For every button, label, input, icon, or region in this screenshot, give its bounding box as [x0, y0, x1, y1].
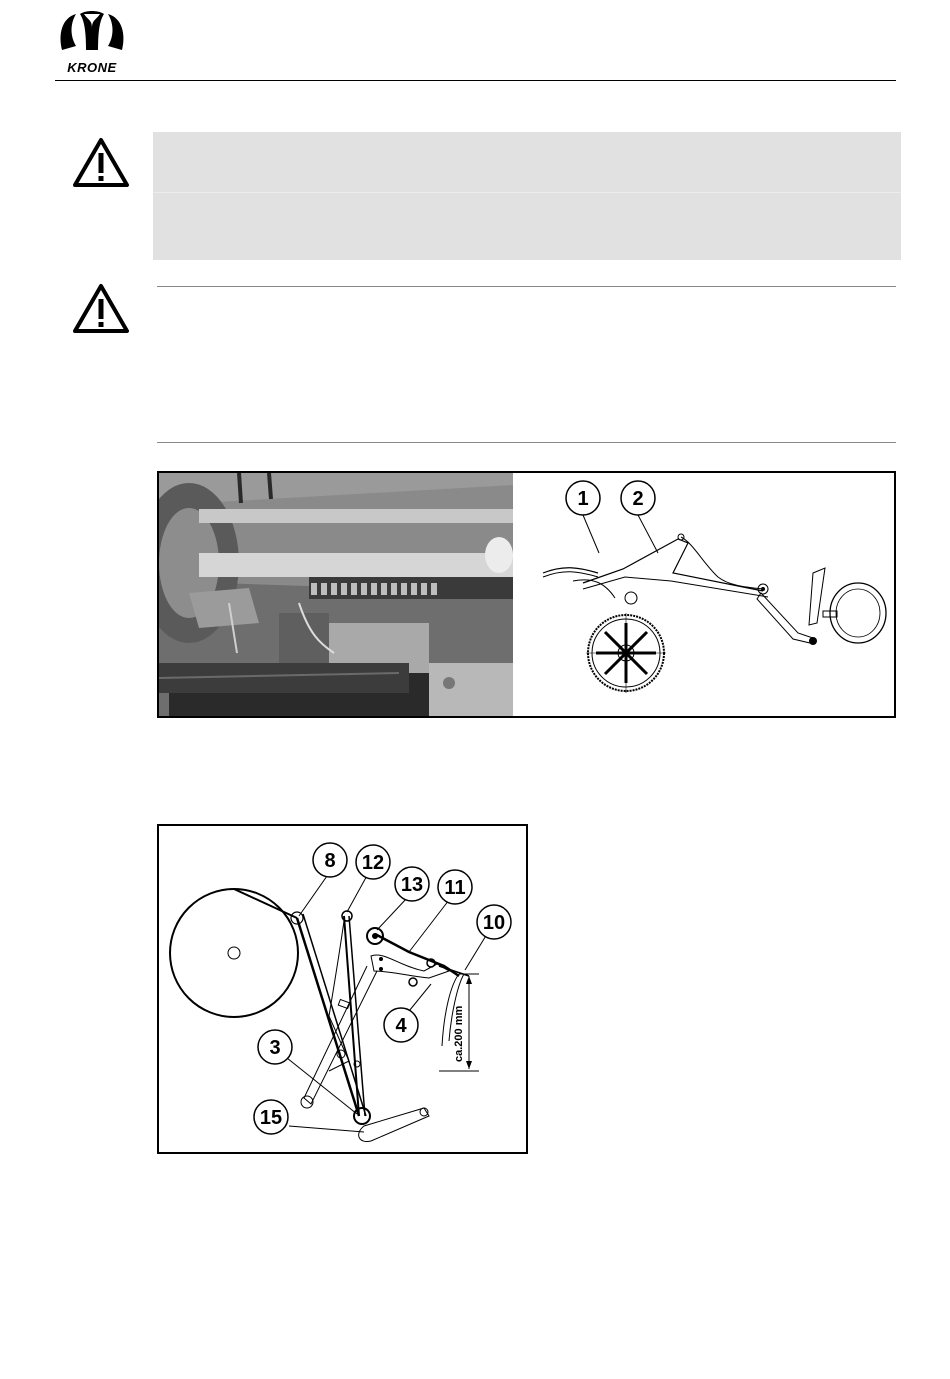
- callout-8: [313, 843, 347, 877]
- callout-15: [254, 1100, 288, 1134]
- callout-label: 1: [577, 488, 589, 510]
- callout-10: [477, 905, 511, 939]
- svg-text:15: 15: [259, 1107, 283, 1129]
- callout-12: [356, 845, 390, 879]
- section-rule-bottom: [157, 442, 896, 443]
- warning-triangle-icon: [71, 282, 131, 336]
- callout-1: [566, 481, 600, 515]
- svg-text:3: 3: [269, 1037, 281, 1059]
- callout-13: [395, 867, 429, 901]
- callout-11: [438, 870, 472, 904]
- header-divider: [55, 80, 896, 81]
- callout-2: [621, 481, 655, 515]
- callout-3: [258, 1030, 292, 1064]
- dimension-label: ca.200 mm: [453, 1005, 465, 1062]
- warning-box: [153, 132, 901, 260]
- warning-triangle-icon: [71, 136, 131, 190]
- callout-4: [384, 1008, 418, 1042]
- svg-text:13: 13: [400, 874, 424, 896]
- callout-label: 2: [632, 488, 644, 510]
- svg-text:8: 8: [324, 850, 336, 872]
- brand-name: KRONE: [67, 60, 117, 75]
- machine-photo: [159, 473, 513, 716]
- section-rule-top: [157, 286, 896, 287]
- svg-text:4: 4: [395, 1015, 407, 1037]
- svg-text:11: 11: [444, 877, 466, 899]
- figure-belt-tension: [157, 824, 528, 1154]
- svg-text:12: 12: [361, 852, 385, 874]
- svg-text:10: 10: [482, 912, 506, 934]
- warning-box-divider: [153, 192, 901, 193]
- figure-brake-linkage: [157, 471, 896, 718]
